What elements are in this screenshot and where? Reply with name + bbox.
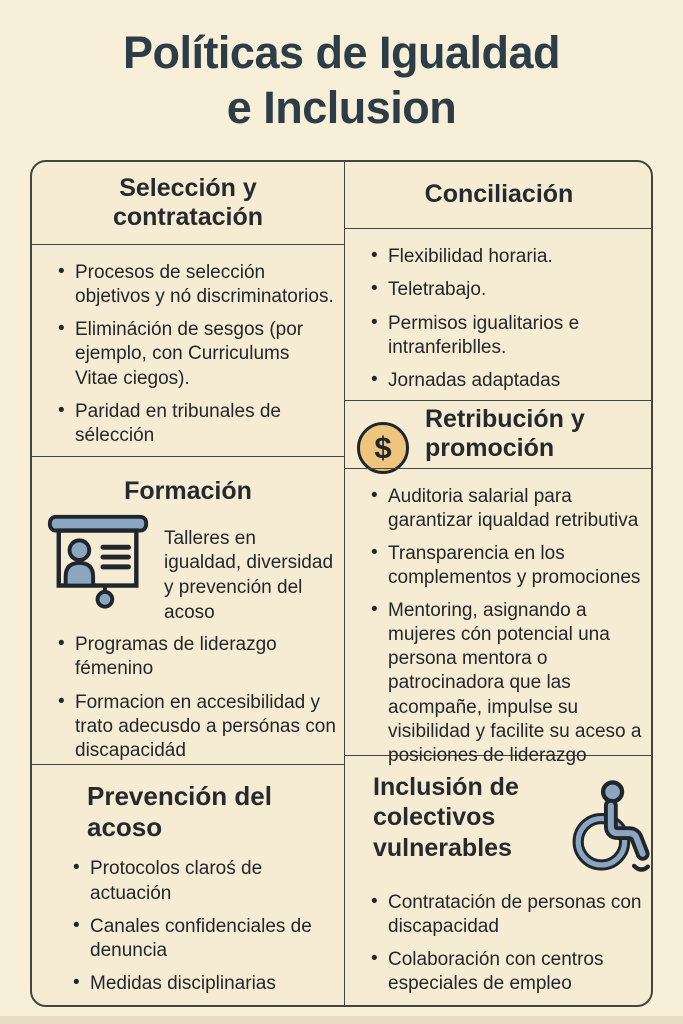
- list-item: • Mentoring, asignando a mujeres cón potencial una persona mentora o patrocinadora que las acompañe, impulse su visibilidad y facilite su aceso a posiciones de liderazgo: [370, 599, 649, 768]
- presentation-board-icon: [46, 511, 154, 626]
- section-inclusion: [345, 755, 653, 1006]
- list-item: • Procesos de selección objetivos y nó discriminatorios.: [57, 261, 336, 309]
- conciliacion-title: Conciliación: [424, 180, 574, 209]
- list-item: • Medidas disciplinarias: [72, 972, 336, 996]
- section-retribucion-body: [345, 468, 653, 766]
- inclusion-title: Inclusión de colectivos vulnerables: [373, 772, 519, 862]
- list-item: • Auditoria salarial para garantizar iqualdad retributiva: [370, 485, 649, 533]
- inclusion-list: [345, 891, 653, 997]
- list-item: • Paridad en tribunales de sélección: [57, 400, 336, 448]
- page-title: [0, 26, 683, 136]
- inclusion-header-row: [345, 756, 653, 883]
- section-seleccion-body: [32, 244, 344, 456]
- retribucion-list: [370, 485, 649, 768]
- section-conciliacion-header: [345, 162, 653, 228]
- list-item: • Permisos igualitarios e intranferiblles.: [370, 312, 647, 360]
- section-conciliacion-body: [345, 228, 653, 400]
- section-retribucion-header: [345, 400, 653, 467]
- list-item: • Teletrabajo.: [370, 278, 647, 302]
- list-item: • Programas de liderazgo fémenino: [57, 633, 338, 681]
- dollar-symbol: $: [374, 429, 392, 465]
- list-item: • Contratación de personas con discapacidad: [370, 891, 647, 939]
- list-item: • Elimináción de sesgos (por ejemplo, con Curriculums Vitae ciegos).: [57, 318, 336, 390]
- seleccion-list: [57, 261, 336, 448]
- formacion-title: Formación: [124, 477, 252, 505]
- section-seleccion-header: [32, 162, 344, 244]
- formacion-list: [32, 633, 344, 763]
- formacion-lead-text: Talleres en igualdad, diversidad y prevención del acoso: [164, 527, 334, 623]
- prevencion-title: Prevención del acoso: [87, 781, 272, 843]
- section-formacion: [32, 456, 344, 764]
- list-item: • Flexibilidad horaria.: [370, 245, 647, 269]
- table-right-column: [345, 162, 653, 1005]
- bottom-shade: [0, 1016, 683, 1024]
- dollar-coin-icon: [357, 422, 409, 474]
- retribucion-title: Retribución y promoción: [425, 404, 585, 463]
- prevencion-list: [32, 857, 344, 996]
- seleccion-title: Selección y contratación: [112, 173, 264, 231]
- list-item: • Transparencia en los complementos y promociones: [370, 542, 649, 590]
- table-left-column: [32, 162, 345, 1005]
- list-item: • Colaboración con centros especiales de empleo: [370, 948, 647, 996]
- conciliacion-list: [370, 245, 647, 393]
- formacion-icon-row: [32, 507, 344, 626]
- list-item: • Canales confidenciales de denuncia: [72, 915, 336, 963]
- section-prevencion: [32, 764, 344, 1005]
- list-item: • Jornadas adaptadas: [370, 369, 647, 393]
- page-title-line2: e Inclusion: [226, 81, 457, 133]
- page-title-line1: Políticas de Igualdad: [122, 27, 561, 78]
- list-item: • Protocolos claroś de actuación: [72, 857, 336, 905]
- wheelchair-icon: [567, 778, 653, 883]
- policies-table: [30, 160, 653, 1007]
- list-item: • Formacion en accesibilidad y trato adecusdo a persónas con discapacidád: [57, 691, 338, 763]
